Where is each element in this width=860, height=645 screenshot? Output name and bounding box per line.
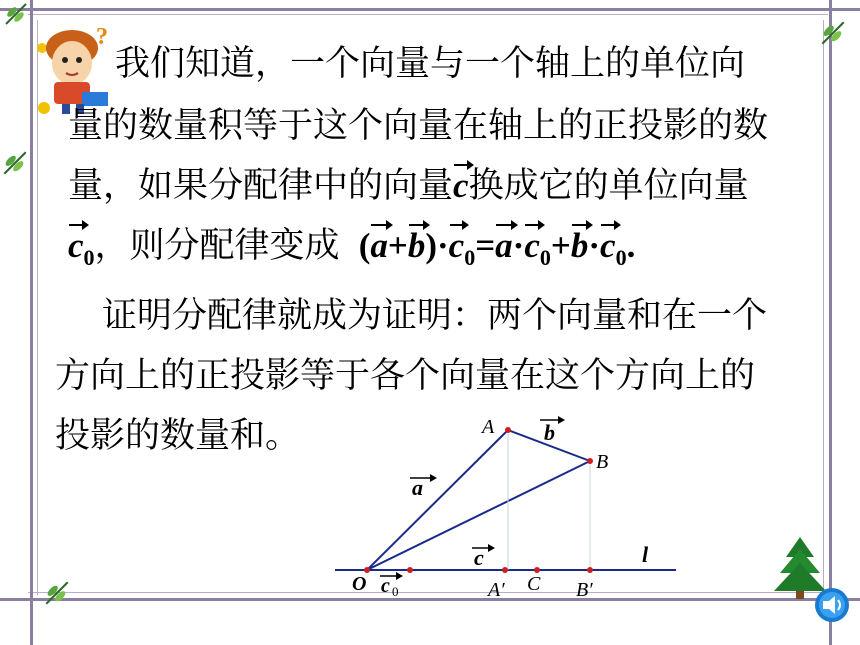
vector-c0: c <box>524 226 540 265</box>
vector-c0: c <box>448 226 465 265</box>
paren-close: )· <box>425 226 449 265</box>
svg-text:?: ? <box>96 24 108 50</box>
arrowhead-c0 <box>396 572 403 580</box>
label-A-prime: A′ <box>488 579 505 601</box>
subscript: 0 <box>615 245 627 270</box>
p1-line4-text: ，则分配律变成 <box>94 226 340 266</box>
p1-line3-text-b: 换成它的单位向量 <box>468 166 749 206</box>
vector-b: b <box>570 226 589 265</box>
paren-open: ( <box>358 226 371 265</box>
segment-OA <box>367 430 508 570</box>
subscript: 0 <box>83 245 95 270</box>
vector-c: c <box>453 166 469 205</box>
label-B: B <box>596 451 609 473</box>
vector-c0: c <box>68 226 84 265</box>
p1-line3-text-a: 量，如果分配律中的向量 <box>68 166 454 206</box>
p2-line2-text: 方向上的正投影等于各个向量在这个方向上的 <box>55 356 756 396</box>
label-O: O <box>352 573 367 595</box>
p1-line2-text: 量的数量积等于这个向量在轴上的正投影的数 <box>68 106 769 146</box>
label-vector-a: a <box>412 475 423 500</box>
label-C: C <box>527 573 541 595</box>
plus-sign: + <box>550 226 571 265</box>
p2-line3-text: 投影的数量和。 <box>55 416 301 456</box>
point-A <box>505 427 511 433</box>
equals-sign: = <box>475 226 496 265</box>
sound-icon[interactable] <box>812 585 852 625</box>
label-vector-c0-sub: 0 <box>392 584 399 599</box>
dot-sign: · <box>588 226 601 265</box>
label-A: A <box>482 416 495 438</box>
point-A-prime <box>502 567 508 573</box>
label-B-prime: B′ <box>576 579 593 601</box>
vector-c0: c <box>600 226 616 265</box>
p2-line1-text: 证明分配律就成为证明：两个向量和在一个 <box>102 296 768 336</box>
dot-sign: · <box>512 226 525 265</box>
period: . <box>626 226 636 265</box>
subscript: 0 <box>464 245 476 270</box>
point-B <box>587 458 593 464</box>
plus-sign: + <box>387 226 408 265</box>
label-l: l <box>642 542 649 567</box>
label-vector-c: c <box>474 545 484 570</box>
p1-line1-text: 我们知道，一个向量与一个轴上的单位向 <box>115 44 746 84</box>
arrowhead-c <box>488 544 495 552</box>
label-vector-b: b <box>544 420 555 445</box>
arrowhead-b <box>558 416 565 424</box>
point-c0-end <box>407 567 413 573</box>
label-vector-c0: c <box>381 575 390 597</box>
vector-b: b <box>407 226 426 265</box>
vector-a: a <box>370 226 388 265</box>
subscript: 0 <box>539 245 551 270</box>
arrowhead-a <box>430 474 437 482</box>
vector-a: a <box>495 226 513 265</box>
point-B-prime <box>587 567 593 573</box>
